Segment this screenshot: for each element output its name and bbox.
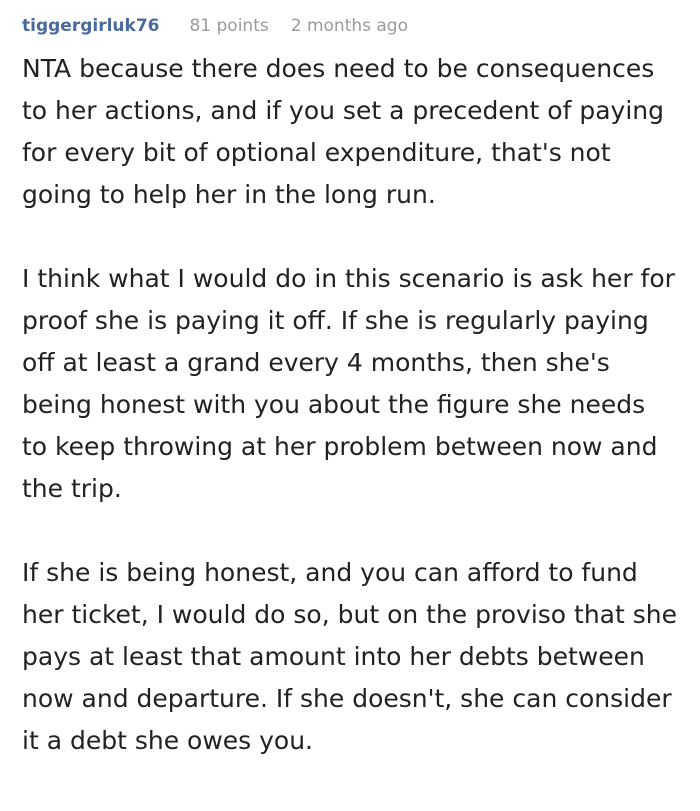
points-count: 81 points — [189, 16, 269, 36]
comment-meta — [22, 16, 678, 46]
comment-body — [22, 48, 678, 762]
comment-paragraph: NTA because there does need to be consequences to her actions, and if you set a precedent of paying for every bit of optional expenditure, that's not going to help her in the long run. — [22, 54, 664, 209]
comment-paragraph: If she is being honest, and you can afford to fund her ticket, I would do so, but on the proviso that she pays at least that amount into her debts between now and departure. If she doesn't, she can consider it a debt she owes you. — [22, 558, 677, 755]
comment-paragraph: I think what I would do in this scenario is ask her for proof she is paying it off. If she is regularly paying off at least a grand every 4 months, then she's being honest with you about the figure she needs to keep throwing at her problem between now and the trip. — [22, 264, 675, 503]
username-link[interactable]: tiggergirluk76 — [22, 16, 160, 36]
timestamp: 2 months ago — [290, 16, 408, 36]
